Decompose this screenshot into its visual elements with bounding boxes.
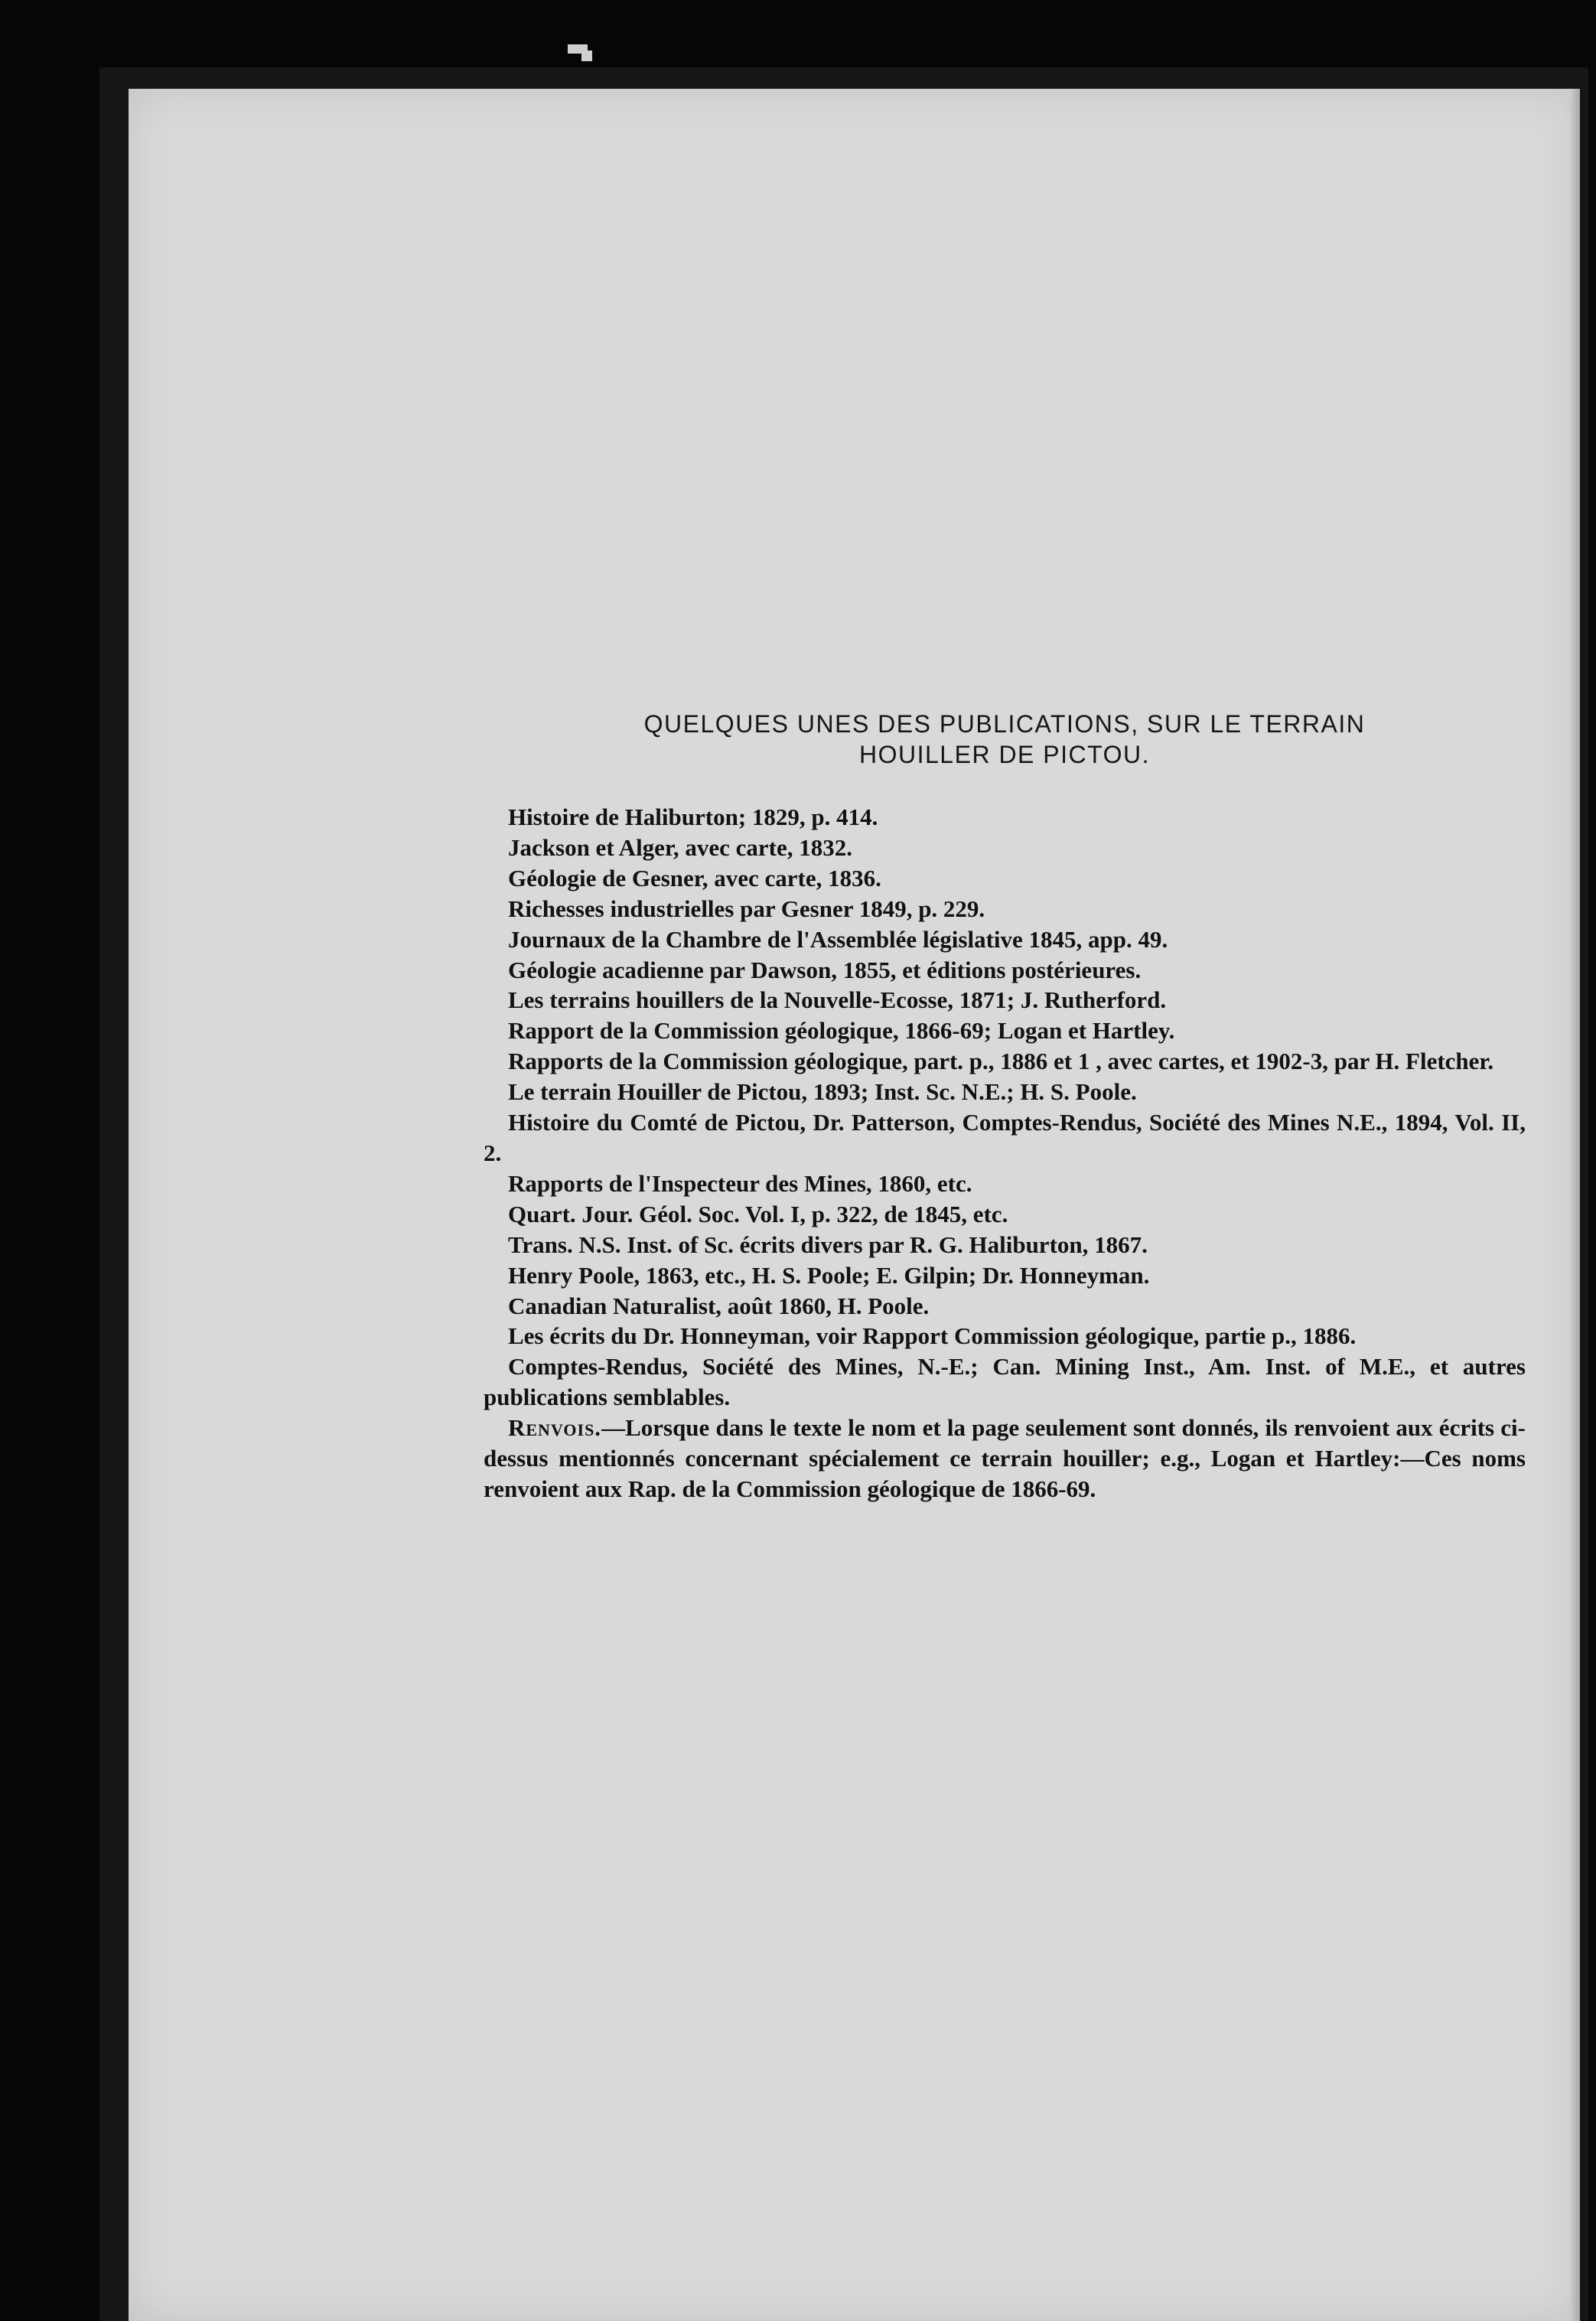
renvois-label: Renvois. (508, 1414, 602, 1442)
bibliography-list (484, 802, 1526, 1504)
title-line-2: HOUILLER DE PICTOU. (859, 741, 1150, 768)
list-item: Géologie acadienne par Dawson, 1855, et éditions postérieures. (508, 956, 1142, 983)
list-item: Trans. N.S. Inst. of Sc. écrits divers par R. G. Haliburton, 1867. (508, 1231, 1148, 1258)
publication-list-section (484, 709, 1526, 1504)
list-item: Histoire du Comté de Pictou, Dr. Patterson, Comptes-Rendus, Société des Mines N.E., 1894, Vol. II, 2. (484, 1109, 1526, 1166)
list-item: Rapports de l'Inspecteur des Mines, 1860, etc. (508, 1169, 972, 1197)
list-item: Canadian Naturalist, août 1860, H. Poole. (508, 1292, 930, 1319)
document-page (129, 89, 1580, 2321)
list-item: Le terrain Houiller de Pictou, 1893; Inst. Sc. N.E.; H. S. Poole. (508, 1078, 1137, 1106)
list-item: Les écrits du Dr. Honneyman, voir Rapport Commission géologique, partie p., 1886. (508, 1322, 1357, 1350)
list-item: Géologie de Gesner, avec carte, 1836. (508, 864, 881, 892)
list-item: Les terrains houillers de la Nouvelle-Ecosse, 1871; J. Rutherford. (508, 986, 1167, 1014)
renvois-text: —Lorsque dans le texte le nom et la page seulement sont donnés, ils renvoient aux écrits ci-dessus mentionnés concernant spécialement ce terrain houiller; e.g., Logan et Hartley:—Ces noms renvoient aux Rap. de la Commission géologique de 1866-69. (484, 1414, 1526, 1502)
page-edge (1569, 89, 1580, 2321)
renvois-note (484, 1413, 1526, 1504)
scan-artifact (581, 51, 592, 61)
page-title (484, 709, 1526, 770)
list-item: Rapport de la Commission géologique, 1866-69; Logan et Hartley. (508, 1017, 1175, 1045)
list-item: Jackson et Alger, avec carte, 1832. (508, 833, 852, 861)
list-item: Journaux de la Chambre de l'Assemblée législative 1845, app. 49. (508, 925, 1168, 953)
list-item: Richesses industrielles par Gesner 1849, p. 229. (508, 895, 985, 922)
list-item: Comptes-Rendus, Société des Mines, N.-E.; Can. Mining Inst., Am. Inst. of M.E., et autres publications semblables. (484, 1353, 1526, 1411)
list-item: Henry Poole, 1863, etc., H. S. Poole; E. Gilpin; Dr. Honneyman. (508, 1261, 1150, 1289)
title-line-1: QUELQUES UNES DES PUBLICATIONS, SUR LE TERRAIN (643, 710, 1366, 738)
list-item: Quart. Jour. Géol. Soc. Vol. I, p. 322, de 1845, etc. (508, 1200, 1008, 1227)
list-item: Rapports de la Commission géologique, part. p., 1886 et 1 , avec cartes, et 1902-3, par H. Fletcher. (508, 1048, 1494, 1075)
list-item: Histoire de Haliburton; 1829, p. 414. (508, 804, 878, 830)
